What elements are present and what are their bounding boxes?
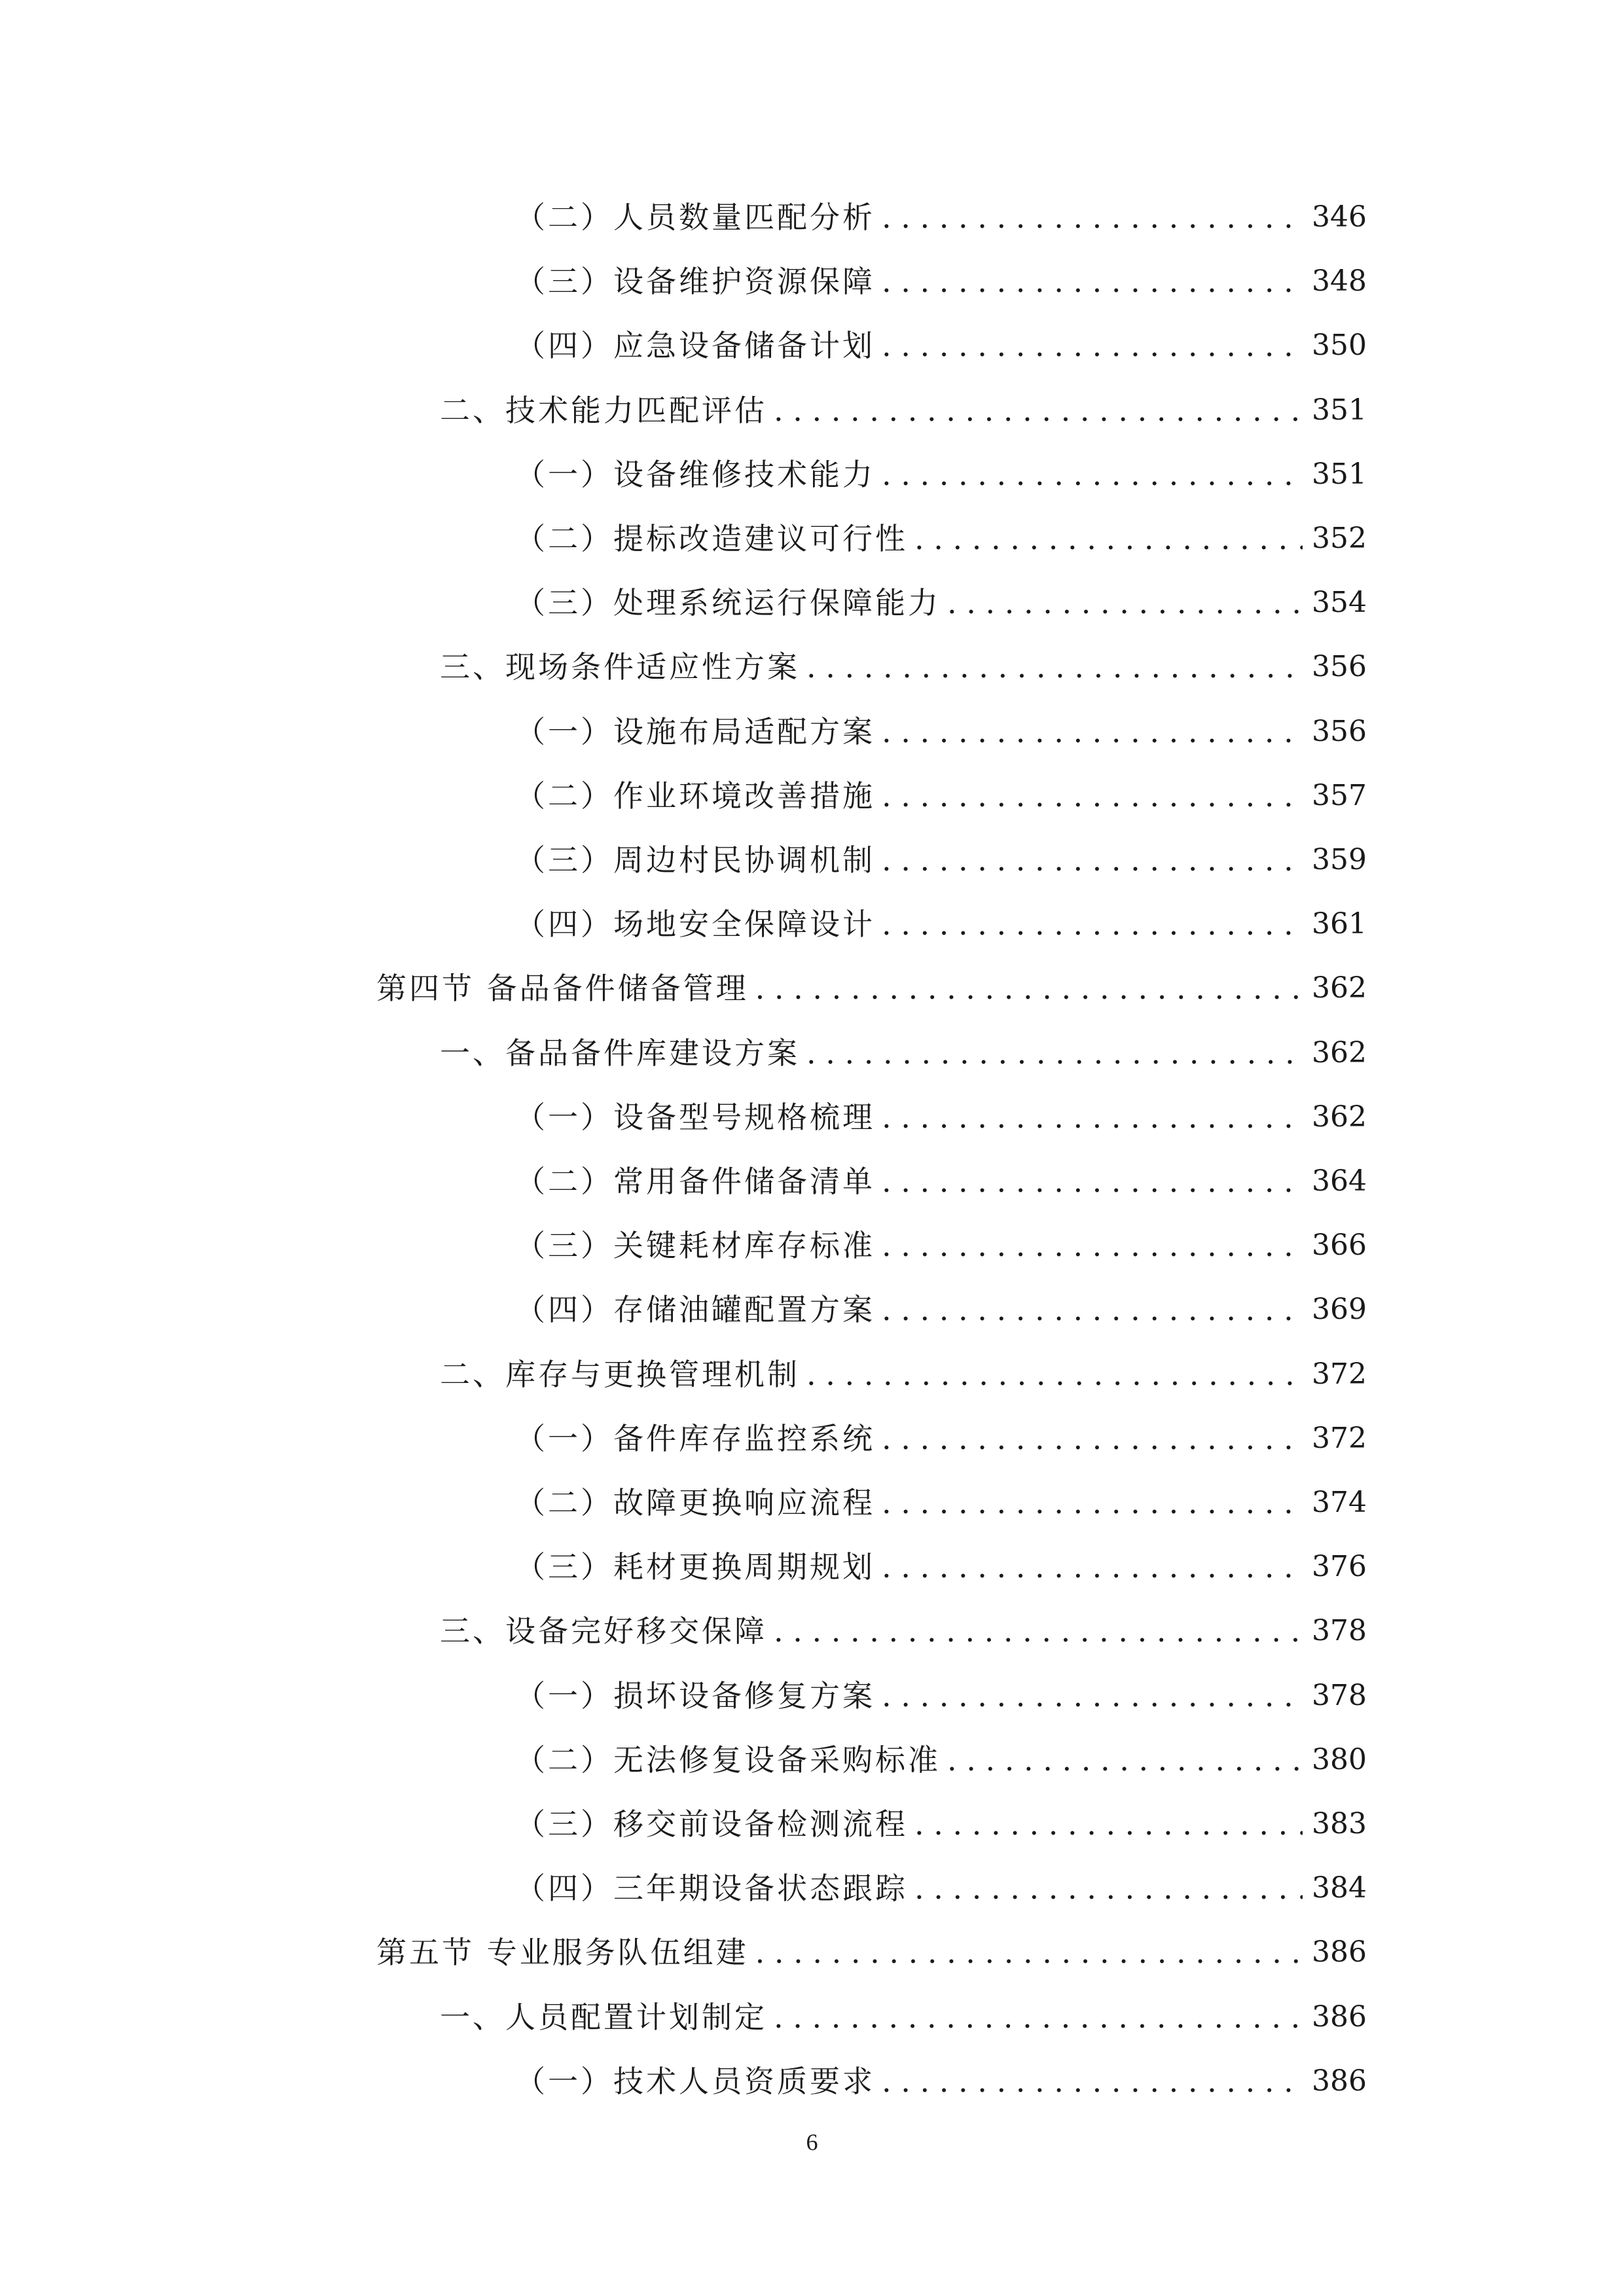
toc-dot-leader [882, 1412, 1303, 1465]
toc-entry-page-number: 357 [1312, 779, 1367, 812]
toc-dot-leader [774, 384, 1303, 437]
toc-entry-page-number: 372 [1312, 1422, 1367, 1455]
toc-entry-title: （三）移交前设备检测流程 [515, 1806, 908, 1842]
toc-entry[interactable] [515, 898, 1367, 950]
toc-entry-page-number: 362 [1312, 971, 1367, 1005]
toc-entry[interactable] [515, 1412, 1367, 1465]
toc-entry[interactable] [515, 1541, 1367, 1593]
toc-entry-page-number: 352 [1312, 522, 1367, 555]
toc-entry-title: （四）三年期设备状态跟踪 [515, 1871, 908, 1906]
toc-entry[interactable] [515, 1219, 1367, 1272]
toc-dot-leader [774, 1991, 1303, 2043]
toc-entry[interactable] [515, 1734, 1367, 1786]
toc-entry-title: （三）耗材更换周期规划 [515, 1549, 875, 1585]
toc-entry[interactable] [515, 1155, 1367, 1208]
toc-entry[interactable] [515, 255, 1367, 308]
toc-entry[interactable] [515, 2055, 1367, 2108]
toc-entry-page-number: 376 [1312, 1550, 1367, 1583]
toc-entry[interactable] [515, 770, 1367, 822]
toc-entry[interactable] [376, 962, 1367, 1014]
toc-entry[interactable] [515, 577, 1367, 629]
toc-entry-page-number: 351 [1312, 457, 1367, 491]
toc-entry[interactable] [515, 191, 1367, 243]
toc-dot-leader [914, 512, 1303, 565]
toc-dot-leader [947, 1734, 1303, 1786]
toc-entry-title: （二）人员数量匹配分析 [515, 200, 875, 235]
toc-dot-leader [947, 577, 1303, 629]
toc-entry[interactable] [515, 1477, 1367, 1529]
toc-entry-title: （四）存储油罐配置方案 [515, 1292, 875, 1327]
toc-entry-page-number: 380 [1312, 1743, 1367, 1776]
toc-entry-title: 二、技术能力匹配评估 [440, 393, 767, 428]
toc-dot-leader [806, 641, 1303, 693]
toc-entry-title: （一）设备型号规格梳理 [515, 1100, 875, 1135]
toc-entry[interactable] [515, 512, 1367, 565]
toc-dot-leader [882, 898, 1303, 950]
toc-entry-title: （三）处理系统运行保障能力 [515, 585, 941, 620]
toc-dot-leader [755, 1926, 1303, 1979]
toc-dot-leader [882, 1283, 1303, 1336]
toc-dot-leader [882, 834, 1303, 886]
toc-dot-leader [882, 1091, 1303, 1143]
toc-entry-title: （一）损坏设备修复方案 [515, 1678, 875, 1713]
toc-entry-page-number: 348 [1312, 264, 1367, 298]
toc-entry[interactable] [515, 1091, 1367, 1143]
toc-dot-leader [882, 1219, 1303, 1272]
toc-entry-title: 一、备品备件库建设方案 [440, 1035, 800, 1071]
toc-dot-leader [806, 1027, 1303, 1079]
toc-dot-leader [914, 1862, 1303, 1914]
toc-entry-title: （二）常用备件储备清单 [515, 1164, 875, 1199]
toc-entry-title: （一）设备维修技术能力 [515, 457, 875, 492]
toc-entry-page-number: 356 [1312, 650, 1367, 683]
toc-entry[interactable] [515, 1283, 1367, 1336]
toc-entry-page-number: 361 [1312, 907, 1367, 941]
toc-dot-leader [882, 770, 1303, 822]
toc-entry-page-number: 362 [1312, 1036, 1367, 1069]
toc-entry-title: （二）作业环境改善措施 [515, 778, 875, 814]
toc-entry-page-number: 386 [1312, 2000, 1367, 2034]
toc-dot-leader [806, 1348, 1303, 1401]
toc-entry-title: 三、现场条件适应性方案 [440, 649, 800, 685]
toc-entry[interactable] [515, 1798, 1367, 1850]
toc-entry-title: 一、人员配置计划制定 [440, 2000, 767, 2035]
toc-dot-leader [882, 2055, 1303, 2108]
toc-entry[interactable] [515, 448, 1367, 501]
toc-dot-leader [882, 1541, 1303, 1593]
toc-dot-leader [882, 1477, 1303, 1529]
toc-dot-leader [755, 962, 1303, 1014]
toc-entry-title: 第四节 备品备件储备管理 [376, 971, 749, 1006]
toc-dot-leader [882, 706, 1303, 758]
toc-entry[interactable] [440, 1605, 1367, 1657]
toc-entry-page-number: 351 [1312, 393, 1367, 427]
toc-entry-page-number: 369 [1312, 1293, 1367, 1326]
toc-entry-title: 第五节 专业服务队伍组建 [376, 1935, 749, 1970]
toc-entry-page-number: 354 [1312, 586, 1367, 619]
toc-entry-page-number: 362 [1312, 1100, 1367, 1134]
toc-entry-title: 三、设备完好移交保障 [440, 1613, 767, 1649]
toc-dot-leader [882, 255, 1303, 308]
toc-entry-title: （一）备件库存监控系统 [515, 1421, 875, 1456]
toc-entry-title: （一）技术人员资质要求 [515, 2064, 875, 2099]
toc-entry-page-number: 378 [1312, 1614, 1367, 1647]
toc-dot-leader [882, 448, 1303, 501]
toc-entry-page-number: 384 [1312, 1871, 1367, 1905]
toc-dot-leader [882, 319, 1303, 372]
toc-dot-leader [882, 1155, 1303, 1208]
toc-entry-title: （二）无法修复设备采购标准 [515, 1742, 941, 1778]
toc-entry-title: （一）设施布局适配方案 [515, 714, 875, 749]
toc-entry-page-number: 346 [1312, 200, 1367, 234]
toc-entry-title: 二、库存与更换管理机制 [440, 1357, 800, 1392]
toc-entry-title: （四）场地安全保障设计 [515, 906, 875, 942]
toc-dot-leader [914, 1798, 1303, 1850]
toc-entry[interactable] [515, 319, 1367, 372]
toc-entry-title: （二）故障更换响应流程 [515, 1485, 875, 1520]
toc-entry[interactable] [515, 706, 1367, 758]
toc-entry-page-number: 386 [1312, 1935, 1367, 1969]
toc-entry-title: （四）应急设备储备计划 [515, 328, 875, 363]
toc-entry-title: （三）周边村民协调机制 [515, 842, 875, 878]
toc-entry[interactable] [515, 834, 1367, 886]
toc-entry-page-number: 356 [1312, 715, 1367, 748]
toc-dot-leader [774, 1605, 1303, 1657]
toc-dot-leader [882, 191, 1303, 243]
toc-entry-page-number: 366 [1312, 1229, 1367, 1262]
toc-entry-page-number: 364 [1312, 1164, 1367, 1198]
toc-entry-page-number: 372 [1312, 1357, 1367, 1391]
toc-entry[interactable] [440, 1348, 1367, 1401]
toc-entry[interactable] [515, 1670, 1367, 1722]
toc-entry-page-number: 383 [1312, 1807, 1367, 1840]
toc-entry-page-number: 374 [1312, 1486, 1367, 1519]
toc-entry-page-number: 378 [1312, 1679, 1367, 1712]
toc-entry[interactable] [376, 1926, 1367, 1979]
toc-dot-leader [882, 1670, 1303, 1722]
toc-entry-page-number: 386 [1312, 2064, 1367, 2098]
toc-entry[interactable] [440, 384, 1367, 437]
page-number: 6 [806, 2129, 818, 2155]
toc-entry[interactable] [440, 1027, 1367, 1079]
toc-entry-title: （三）关键耗材库存标准 [515, 1228, 875, 1263]
toc-entry-page-number: 359 [1312, 843, 1367, 876]
toc-entry[interactable] [440, 1991, 1367, 2043]
toc-entry[interactable] [440, 641, 1367, 693]
toc-entry[interactable] [515, 1862, 1367, 1914]
toc-entry-title: （三）设备维护资源保障 [515, 264, 875, 299]
toc-entry-title: （二）提标改造建议可行性 [515, 521, 908, 556]
toc-entry-page-number: 350 [1312, 329, 1367, 362]
